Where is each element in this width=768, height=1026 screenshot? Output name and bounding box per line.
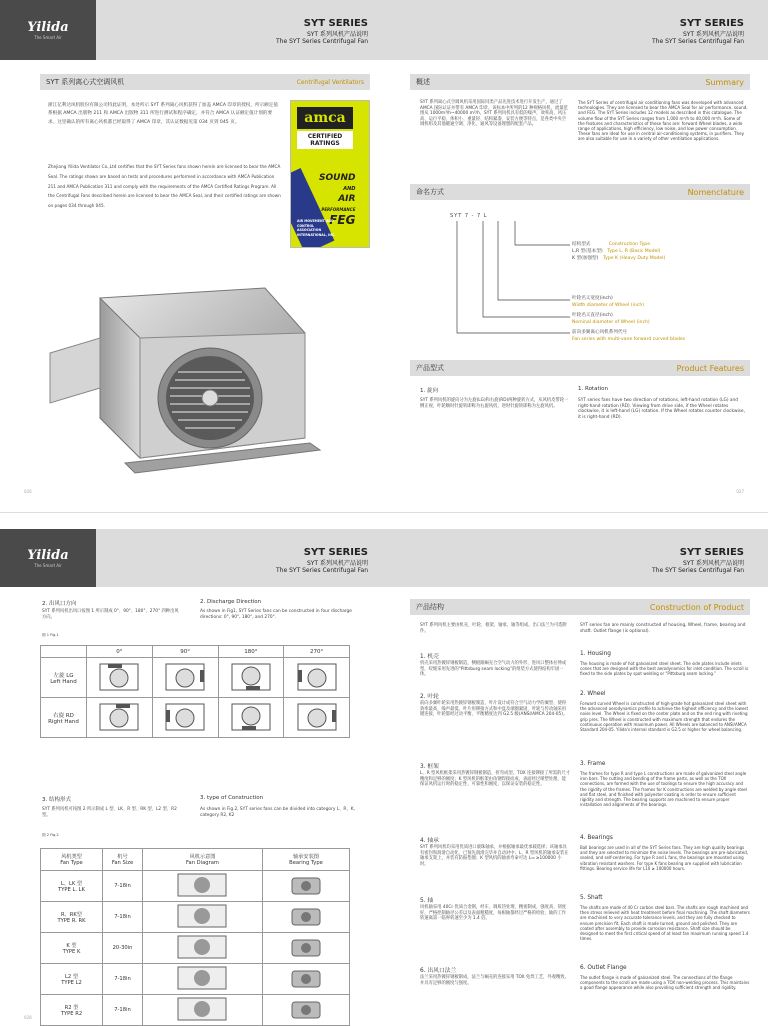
bearing-icon [286,996,326,1022]
section-title-cn: SYT 系列离心式空调风机 [46,78,125,86]
col-fan-size [103,849,143,871]
fan-size-cell: 7-18in [103,871,143,902]
col-cn: 风机类型 [61,854,82,860]
intro-cn: 浙江亿利达风机股份有限公司特此证明，本处所示 SYT 系列离心风机获得了加盖 AMCA 印章的授权，所示额定值系根据 AMCA 出版物 211 和 AMCA 出版物 311 所进行测试和程序确定，并符合 AMCA 认证额定值计划的要求。这里确认的所有离心风机都已经取得了 AMCA 印章，其认证数据见第 034 页到 045 页。 [48,103,278,125]
construction-type-cn-heading: 3. 结构形式 [42,797,71,803]
frame-cn-heading: 3. 框架 [420,764,439,770]
col-en: Fan Size [111,860,134,866]
bearings-en-heading: 4. Bearings [580,835,613,841]
fan-diagram-icon [158,872,248,898]
fan-photo [30,278,330,478]
table-row [41,933,350,964]
diagram-cell [87,658,153,698]
corner-cell [41,646,87,658]
type-en: TYPE R2 [60,1010,83,1017]
amca-feg-text: FEG [329,213,356,227]
series-cn: SYT 系列风机产品说明 [682,560,744,567]
housing-cn-heading: 1. 机壳 [420,654,439,660]
section-bar-nomenclature [410,184,750,200]
label-cn: 前向多翼离心风机系列代号 [572,330,628,335]
bearing-cell [263,933,350,964]
fan-outline-icon [292,660,342,694]
fan-size-cell: 7-18in [103,902,143,933]
fan-diagram-icon [158,965,248,991]
diagram-cell [218,698,284,738]
summary-cn: SYT 系列离心式空调风机采用国际同类产品先进技术进行开发生产，通过了 AMCA 国际认证并带有 AMCA 印章，该标本中所列的12 种规格风机，流量范围从 1000m³/h~40000 m³/h，SYT 系列风机具有低的噪声，效率高、风压高、运行平稳、体积小、重量轻、结构紧凑、安装方便等特点，是各类中央空调机组及其他暖通空调、净化、通风等设备理想的配套产品。 [420,100,568,128]
header [0,0,768,60]
type-cn: K 型 [66,942,77,949]
amca-sound-text: SOUND [319,173,356,183]
diagram-cell [284,658,350,698]
left-header-series [276,18,368,45]
col-bearing-type [263,849,350,871]
bearing-cell [263,995,350,1026]
type-en: TYPE K [62,948,81,955]
summary-en: The SYT Series of centrifugal air conditioning fans was developed with advanced technologies. They are licensed to bear the AMCA Seal for air performance, sound, and FEG. The SYT Series includes 12 models as described in this catalogue. The volume flow of the SYT Series ranges from 1,000 m³/h to 40,000 m³/h. Some of the features and characteristics of these fans are: forward Wheel blades, a wide range of applications, high efficiency, low noise, and low power consumption. These fans are ideal for use in central air-conditioning systems, in purifiers. They are also suitable for use in a variety of other ventilation applications. [578,100,748,142]
logo-block [0,0,96,60]
fan-diagram-cell [143,902,263,933]
bearing-icon [286,903,326,929]
fan-outline-icon [292,700,342,734]
rotation-cn-heading: 1. 旋向 [420,388,438,394]
table-row [41,902,350,933]
wheel-cn: 前向多翼叶轮采用热镀锌钢板制造，叶片设计成符合空气动力学的翼型，使得效率最高、噪声最低。叶片用铆接方式和中盘及端圈紧固，叶轮与传动轴采用键连接，叶轮都经过动平衡，平衡精度达到 G2.5 级(ANSI/AMCA 204-05)。 [420,701,568,718]
col-en: Bearing Type [289,860,323,866]
fig2-caption: 图 2 Fig.2 [42,833,59,837]
label-width [572,295,644,309]
amca-performance-text: PERFORMANCE [321,207,356,212]
type-en: TYPE R. RK [57,917,86,924]
fan-type-cell [41,933,103,964]
housing-cn: 机壳采用热镀锌钢板制造，侧板跟蜗壳合空气动力的外形，进风口整体拉伸成型，咬缝采用先进的“Pittsburg seam locking”的组装方式使得结构牢固一体。 [420,661,567,678]
wheel-cn-heading: 2. 叶轮 [420,694,439,700]
shaft-en: The shafts are made of 40 Cr carbon steel bars. The shafts are rough machined and then stress relieved with heat treatment before final machining. The shaft diameters are machined to very accurate tolerance levels, and they are fully checked to ensure precision fit. Each shaft is made turned, ground and polished. They are coated after assembly to provide corrosion resistance. Shaft size should be designed to meet the first critical speed of at least fan maximum running speed 1.4 times. [580,905,750,942]
angle-180: 180° [218,646,284,658]
col-en: Fan Type [60,860,83,866]
section-title-cn: 产品结构 [416,603,444,611]
fan-outline-icon [226,700,276,734]
fan-diagram-cell [143,871,263,902]
row-left-hand [41,658,87,698]
diagram-cell [218,658,284,698]
housing-en-heading: 1. Housing [580,651,611,657]
series-title: SYT SERIES [679,547,744,558]
amca-certified: CERTIFIED RATINGS [297,131,353,149]
section-bar-features [410,360,750,376]
discharge-cn: SYT 系列风机出风口按图 1 所示制成 0°、90°、180°、270° 四种出风方向。 [42,609,179,620]
fan-diagram-icon [158,934,248,960]
table-row [41,995,350,1026]
row-right-hand [41,698,87,738]
bearing-icon [286,965,326,991]
section-bar-summary [410,74,750,90]
construction-intro-en: SYT series fan are mainly constructed of housing, Wheel, frame, bearing and shaft. Outlet flange (is optional). [580,623,746,634]
frame-cn: L、R 型风机框架采用热镀锌钢板制造，折弯成型。TOX 连接铆接了所需的尺寸精度和足够的刚度；K 型风机的框架由角钢焊接而成，表面经过喷塑处理，能保证风机运行时的稳定性、可靠性和刚度，以保证安装的稳定性。 [420,771,570,788]
series-title: SYT SERIES [303,547,368,558]
row-en: Right Hand [48,718,79,725]
fan-size-cell: 7-18in [103,964,143,995]
label-cn: L,R 型(基本型) [572,249,603,254]
amca-association: AIR MOVEMENT AND CONTROL ASSOCIATION INTERNATIONAL, INC. [297,219,336,237]
label-cn: 叶轮名义直径(inch) [572,313,613,318]
flange-en-heading: 6. Outlet Flange [580,965,627,971]
flange-cn: 法兰采用热镀锌钢板制成，法兰与蜗壳的连接采用 TOX 免焊工艺，外观精致，并具有足够的刚度与强度。 [420,975,569,986]
label-diameter [572,312,650,326]
left-header-series [276,547,368,574]
construction-type-en-heading: 3. type of Construction [200,795,264,801]
angle-270: 270° [284,646,350,658]
amca-and-text: AND [343,186,356,192]
label-en: Width diameter of Wheel (inch) [572,303,645,308]
logo: Yilida [27,548,69,563]
fan-diagram-cell [143,964,263,995]
discharge-en: As shown in Fig1, SYT Series fans can be constructed in four discharge directions: 0°, 90°, 180°, and 270°. [200,609,352,620]
col-cn: 风机示意图 [189,854,216,860]
rotation-cn: SYT 系列风机的旋向分为左旋(LG)和右旋(RD)两种旋转方式，从风机皮带轮一侧正视，叶轮顺时针旋转即称为右旋风机，逆时针旋转即称为左旋风机。 [420,398,569,409]
bearing-icon [286,934,326,960]
fan-outline-icon [160,660,210,694]
section-title-en: Product Features [676,363,744,373]
bearing-cell [263,902,350,933]
section-bar-construction [410,599,750,615]
fan-outline-icon [94,660,144,694]
bearing-cell [263,871,350,902]
label-series [572,329,685,343]
fig1-caption: 图 1 Fig.1 [42,633,59,637]
right-header-series [652,547,744,574]
type-en: TYPE L. LK [58,886,85,893]
flange-cn-heading: 6. 出风口法兰 [420,968,457,974]
fan-type-cell [41,964,103,995]
header-band [96,0,768,60]
table-row [41,964,350,995]
rotation-en: SYT series fans have two direction of rotations, left-hand rotation (LG) and right-hand rotation (RD). Viewing from drive side, if the Wheel rotates clockwise, it is left-hand (LG) rotation. If the Wheel rotates counter clockwise, it is right-hand (RD). [578,398,745,420]
logo-tagline: The Smart Air [34,35,62,40]
section-title-en: Centrifugal Ventilators [296,78,364,86]
rotation-en-heading: 1. Rotation [578,386,608,392]
section-title-cn: 产品型式 [416,364,444,372]
row-en: Left Hand [50,678,77,685]
series-en: The SYT Series Centrifugal Fan [276,567,368,574]
angle-0: 0° [87,646,153,658]
section-bar-centrifugal [40,74,370,90]
bearing-icon [286,872,326,898]
amca-air-text: AIR [338,194,356,204]
flange-en: The outlet flange is made of galvanized steel. The connections of the flange components to the scroll are made using a TOX non-welding process. This maintains a good flange appearance while also providing sufficient strength and rigidity. [580,975,750,991]
row-cn: 右旋 RD [53,712,74,719]
row-cn: 左旋 LG [53,672,74,679]
series-cn: SYT 系列风机产品说明 [306,31,368,38]
section-title-en: Summary [705,77,744,87]
label-cn: 叶轮名义宽度(inch) [572,296,613,301]
logo-block [0,529,96,587]
fan-diagram-icon [158,903,248,929]
shaft-cn-heading: 5. 轴 [420,898,434,904]
type-cn: L、LK 型 [60,880,83,887]
type-cn: R、RK型 [61,911,82,918]
type-cn: R2 型 [64,1004,79,1011]
fan-type-cell [41,902,103,933]
fan-outline-icon [94,700,144,734]
series-cn: SYT 系列风机产品说明 [682,31,744,38]
series-en: The SYT Series Centrifugal Fan [652,38,744,45]
label-en: Type K (Heavy Duty Model) [603,256,666,261]
series-en: The SYT Series Centrifugal Fan [276,38,368,45]
col-fan-type [41,849,103,871]
label-en: Nominal diameter of Wheel (inch) [572,320,650,325]
table-row [41,871,350,902]
fan-diagram-icon [158,996,248,1022]
label-construction [572,241,665,262]
bearings-en: Ball bearings are used in all of the SYT Series fans. They are high quality bearings and they are selected to minimize the noise levels. The bearings are pre-lubricated, sealed, and self-centering. For type R and L fans, the bearings are mounted using vibration resistant washers. For type K fans bearing are supplied with lubrication fittings. Bearing service life for L10 ≥ 100000 hours. [580,845,749,871]
fan-diagram-cell [143,933,263,964]
right-header-series [652,18,744,45]
shaft-cn: 风机轴采用 40Cr 优质合金钢，经车、调质热处理、精密制成，强度高、韧度好，严格控制轴径公差以及表面粗糙度，每根轴都经过严格的检验，轴的工作转速离第一临界转速至少为 1.4 倍。 [420,905,567,922]
fan-size-cell: 7-18in [103,995,143,1026]
construction-type-cn: SYT 系列风机可按图 2 所示制成 L 型、LK、R 型、RK 型、L2 型、R2 型。 [42,807,177,818]
bearing-cell [263,964,350,995]
spread-1 [0,0,768,512]
page-number-left: 028 [24,1015,32,1020]
type-cn: L2 型 [64,973,79,980]
discharge-table [40,645,350,738]
housing-en: The housing is made of hot galvanized steel sheet. The side plates include inlets cones that are designed with the best aerodynamics for inlet condition. The scroll is fixed to the side plates by spot welding or “Pittsburg seam locking.” [580,661,749,677]
diagram-cell [152,658,218,698]
header-band [96,529,768,587]
frame-en: The frames for type R and type L constructions are made of galvanized steel angle iron bars. The cutting and bending of the frame parts, as well as the TOX connections, are formed with the use of toolings to ensure the high accuracy and the rigidity of the frames. The frames for K constructions are welded by angle steel and flat steel, and finished with polyester coating in order to ensure sufficient rigidity and strength. The bearing supports are machined to ensure proper installation and alignments of the bearings. [580,771,748,808]
section-title-en: Nomenclature [687,187,744,197]
bearings-cn: SYT 系列风机均采用优质进口滚珠轴承，并根据轴承最优承载选择；该轴承具有密封和润滑自动化，已预先润滑完毕并自动对中；L、R 型风机的轴承安装在轴承支架上，并装有防振垫圈；K 型风机的轴承寿命可达 L₁₀ ≥100000 小时。 [420,845,569,867]
page-number-right: 027 [736,489,744,494]
fan-size-cell: 20-30in [103,933,143,964]
bearings-cn-heading: 4. 轴承 [420,838,439,844]
page-number-left: 026 [24,489,32,494]
discharge-cn-heading: 2. 出风口方向 [42,601,77,607]
col-fan-diagram [143,849,263,871]
col-en: Fan Diagram [186,860,219,866]
angle-90: 90° [152,646,218,658]
series-title: SYT SERIES [679,18,744,29]
construction-intro-cn: SYT 系列风机主要由机壳、叶轮、框架、轴承、轴等组成。出口法兰为可选附件。 [420,623,567,634]
label-en: Construction Type [608,242,651,247]
discharge-en-heading: 2. Discharge Direction [200,599,262,605]
wheel-en: Forward curved Wheel is constructed of high-grade hot galvanized steel sheet with the advanced aerodynamics profile to achieve the highest efficiency and the lowest noise level. The Wheel is fixed on the center plate and on the end ring with riveting grip pres. The Wheel is constructed with maximum strength that endures the continuous operation with maximum power. All Wheels are balanced to ANSI/AMCA Standard 204-05. Yilida's internal standard is G2.5 or higher for wheel balancing. [580,701,749,733]
wheel-en-heading: 2. Wheel [580,691,606,697]
amca-seal [290,100,370,248]
fan-type-table [40,848,350,1026]
header [0,529,768,587]
section-title-cn: 概述 [416,78,430,86]
model-code: SYT 7 - 7 L [450,213,488,219]
section-title-en: Construction of Product [649,602,744,612]
logo: Yilida [27,20,69,35]
nomenclature-diagram [420,205,750,355]
label-cn: K 型(加强型) [572,256,599,261]
series-en: The SYT Series Centrifugal Fan [652,567,744,574]
label-en: Fan series with multi-vane forward curved blades [572,337,686,342]
col-cn: 机号 [117,854,128,860]
fan-type-cell [41,995,103,1026]
section-title-cn: 命名方式 [416,188,444,196]
amca-logo: amca [297,107,353,129]
col-cn: 轴承安装图 [293,854,319,860]
intro-en: Zhejiang Yilida Ventilator Co.,Ltd certifies that the SYT Series fans shown herein are licensed to bear the AMCA Seal. The ratings shown are based on tests and procedures performed in accordance with AMCA Publication 211 and AMCA Publication 311 and comply with the requirements of the AMCA Certified Ratings Program. All the Centrifugal Fans described herein are licensed to bear the AMCA Seal, and their certified ratings are shown on pages 034 through 045. [48,164,281,209]
label-en: Type L, R (Basic Model) [607,249,661,254]
series-cn: SYT 系列风机产品说明 [306,560,368,567]
construction-type-en: As shown in Fig.2, SYT series fans can be divided into category L、R、K, category R2, K2 [200,807,355,818]
fan-outline-icon [226,660,276,694]
diagram-cell [152,698,218,738]
diagram-cell [284,698,350,738]
shaft-en-heading: 5. Shaft [580,895,603,901]
frame-en-heading: 3. Frame [580,761,606,767]
fan-diagram-cell [143,995,263,1026]
logo-tagline: The Smart Air [34,563,62,568]
series-title: SYT SERIES [303,18,368,29]
type-en: TYPE L2 [61,979,82,986]
spread-2 [0,512,768,1024]
label-cn: 结构型式 [572,242,591,247]
fan-type-cell [41,871,103,902]
diagram-cell [87,698,153,738]
fan-outline-icon [160,700,210,734]
